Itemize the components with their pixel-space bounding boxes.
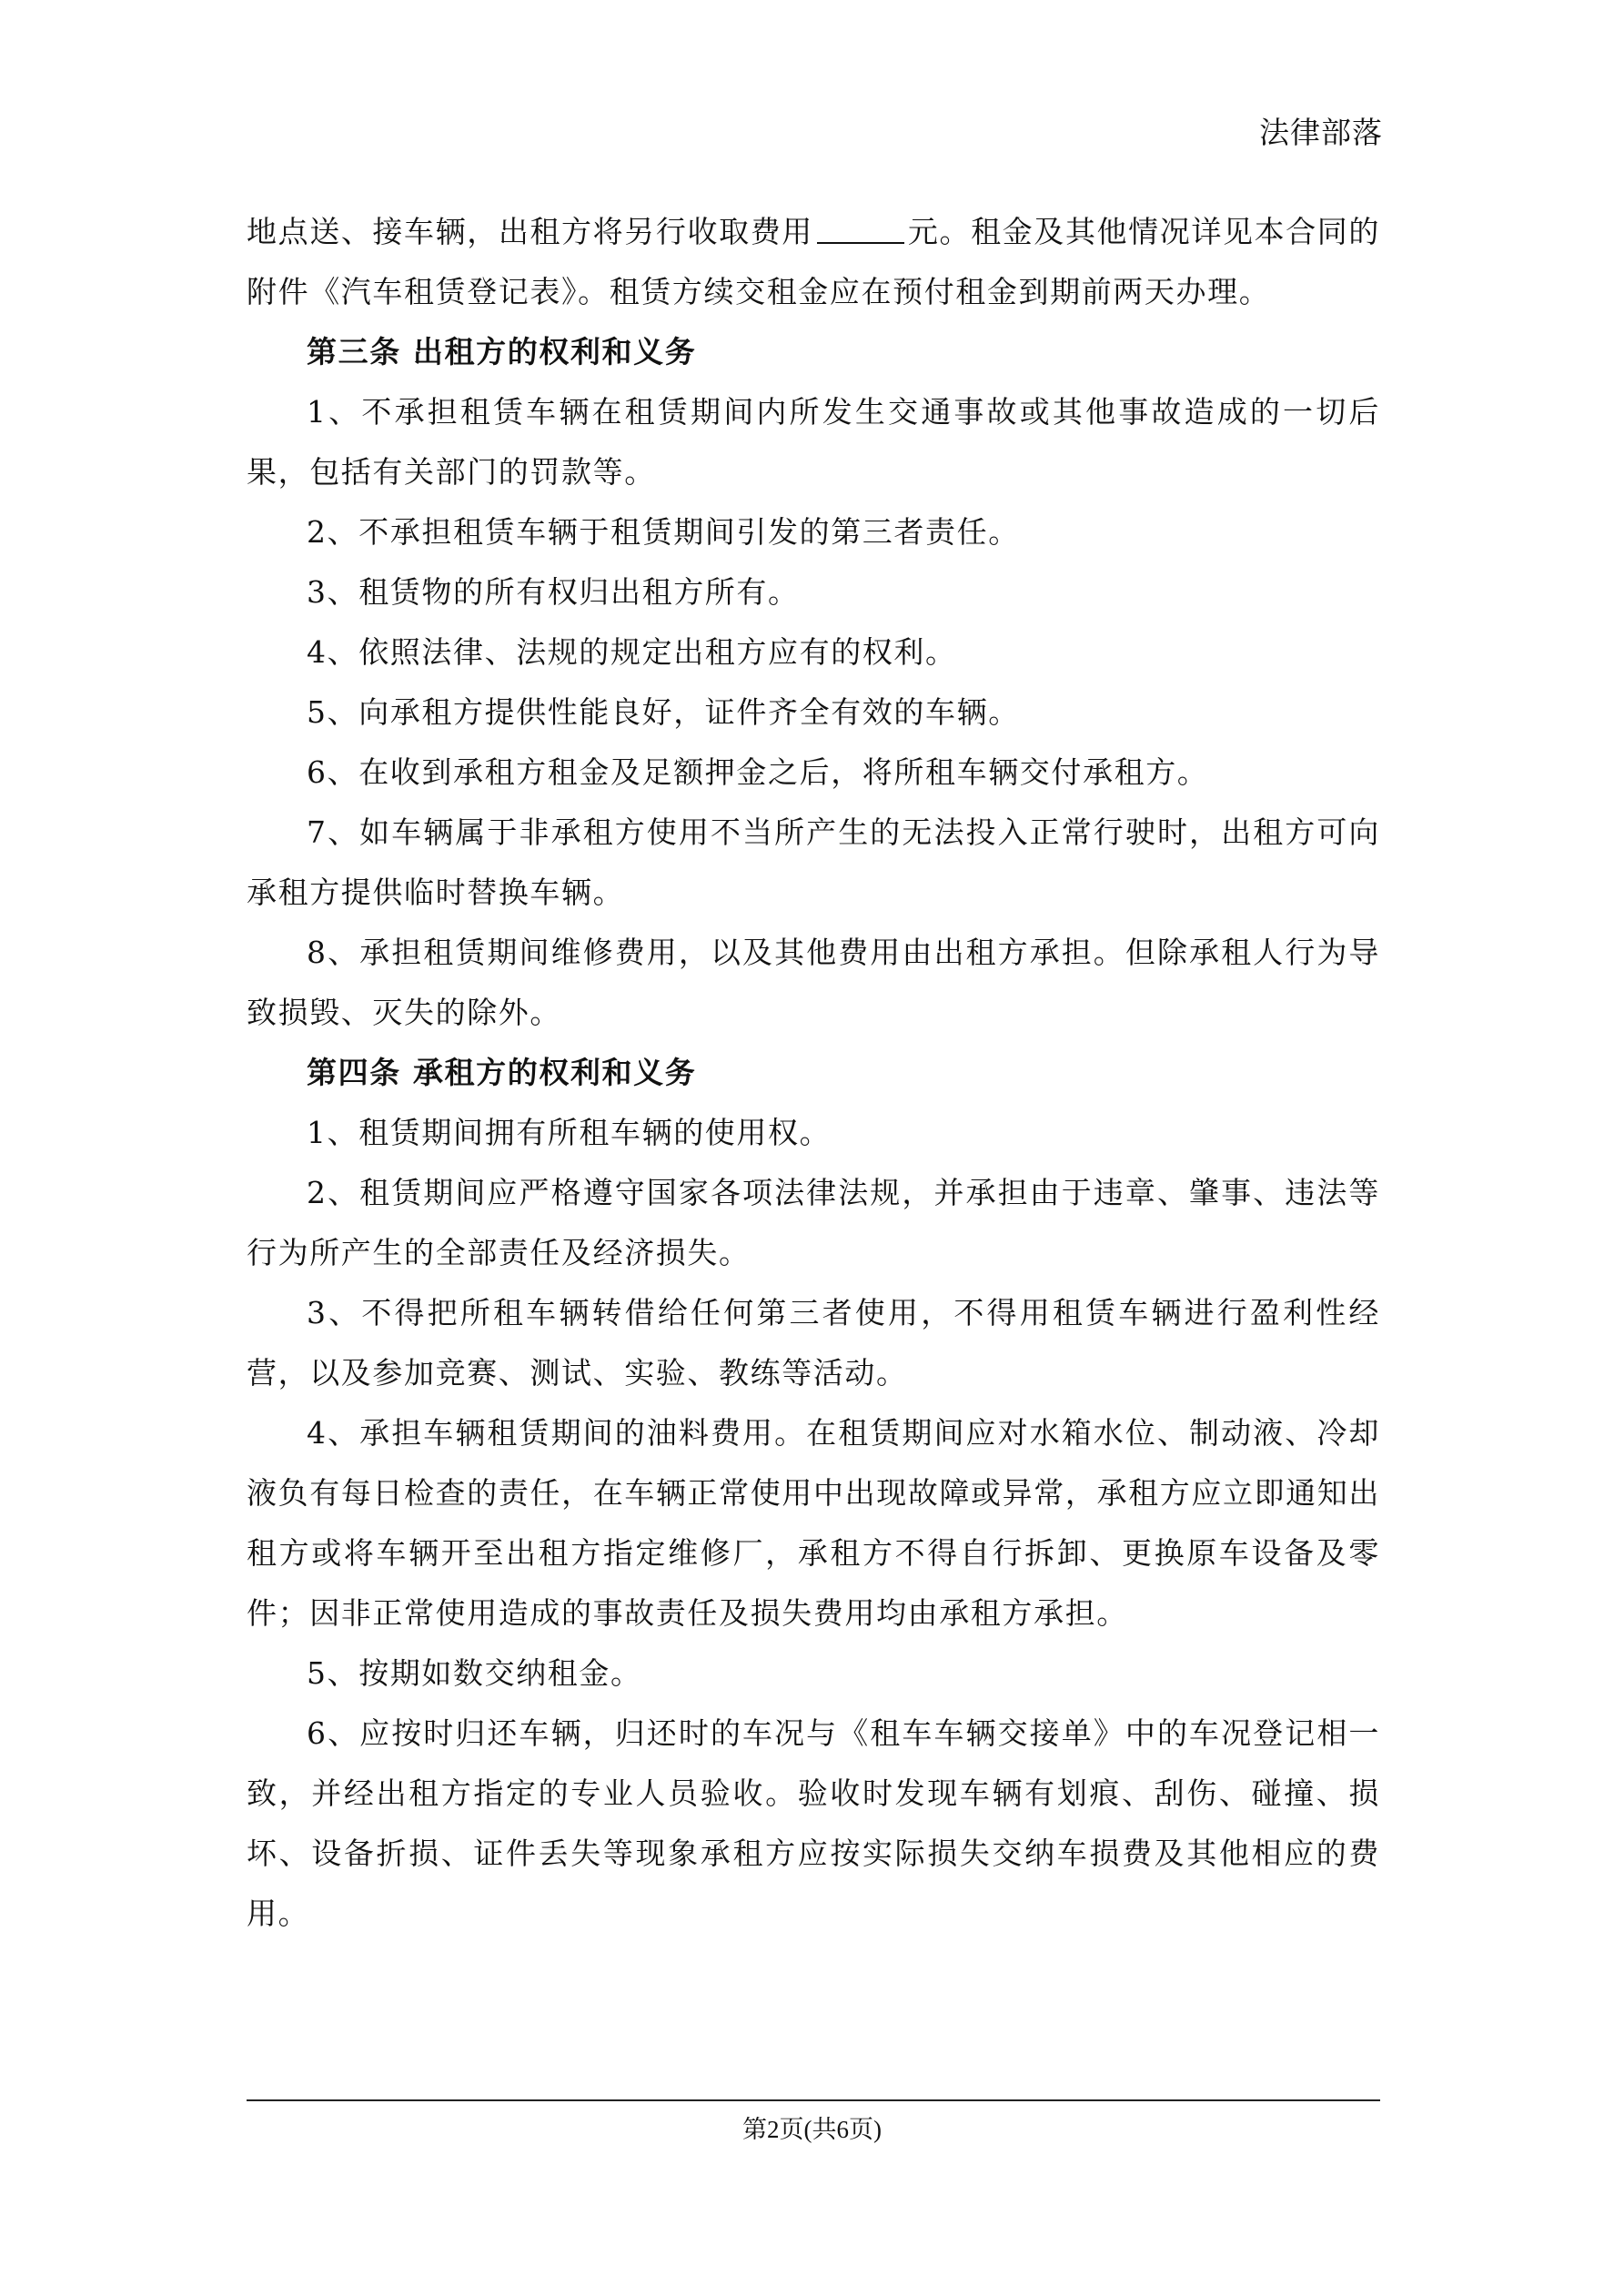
page-number: 第2页(共6页) <box>742 2116 882 2143</box>
article-3-item-8: 8、承担租赁期间维修费用，以及其他费用由出租方承担。但除承租人行为导致损毁、灭失的除外。 <box>247 935 1380 1030</box>
article-3-item-7: 7、如车辆属于非承租方使用不当所产生的无法投入正常行驶时，出租方可向承租方提供临时替换车辆。 <box>247 814 1380 910</box>
article-4-item-2: 2、租赁期间应严格遵守国家各项法律法规，并承担由于违章、肇事、违法等行为所产生的全部责任及经济损失。 <box>247 1175 1380 1270</box>
article-4-item-1: 1、租赁期间拥有所租车辆的使用权。 <box>307 1115 832 1150</box>
document-body <box>247 202 1380 1944</box>
article-4-item-4: 4、承担车辆租赁期间的油料费用。在租赁期间应对水箱水位、制动液、冷却液负有每日检查的责任，在车辆正常使用中出现故障或异常，承租方应立即通知出租方或将车辆开至出租方指定维修厂，承租方不得自行拆卸、更换原车设备及零件；因非正常使用造成的事故责任及损失费用均由承租方承担。 <box>247 1415 1380 1631</box>
article-4-item-3: 3、不得把所租车辆转借给任何第三者使用，不得用租赁车辆进行盈利性经营，以及参加竞赛、测试、实验、教练等活动。 <box>247 1295 1380 1391</box>
article-3-item-5: 5、向承租方提供性能良好，证件齐全有效的车辆。 <box>307 694 1020 730</box>
article-3-item-4: 4、依照法律、法规的规定出租方应有的权利。 <box>307 634 957 670</box>
footer-divider <box>247 2099 1380 2101</box>
continued-text-end: 元。租金及其他情况详见本合同的附件《汽车租赁登记表》。租赁方续交租金应在预付租金到期前两天办理。 <box>247 214 1380 309</box>
article-3-title: 第三条 出租方的权利和义务 <box>307 334 697 369</box>
fee-blank <box>817 215 904 244</box>
article-4-item-5: 5、按期如数交纳租金。 <box>307 1655 642 1691</box>
continued-paragraph <box>247 202 1380 322</box>
header-brand: 法律部落 <box>1259 115 1383 150</box>
article-3-item-6: 6、在收到承租方租金及足额押金之后，将所租车辆交付承租方。 <box>307 754 1209 790</box>
article-4-title: 第四条 承租方的权利和义务 <box>307 1055 697 1090</box>
article-4-item-6: 6、应按时归还车辆，归还时的车况与《租车车辆交接单》中的车况登记相一致，并经出租方指定的专业人员验收。验收时发现车辆有划痕、刮伤、碰撞、损坏、设备折损、证件丢失等现象承租方应按实际损失交纳车损费及其他相应的费用。 <box>247 1715 1380 1931</box>
article-3-item-2: 2、不承担租赁车辆于租赁期间引发的第三者责任。 <box>307 514 1020 550</box>
article-3-item-3: 3、租赁物的所有权归出租方所有。 <box>307 574 800 610</box>
article-3-item-1: 1、不承担租赁车辆在租赁期间内所发生交通事故或其他事故造成的一切后果，包括有关部门的罚款等。 <box>247 394 1380 490</box>
continued-text-start: 地点送、接车辆，出租方将另行收取费用 <box>247 214 813 249</box>
